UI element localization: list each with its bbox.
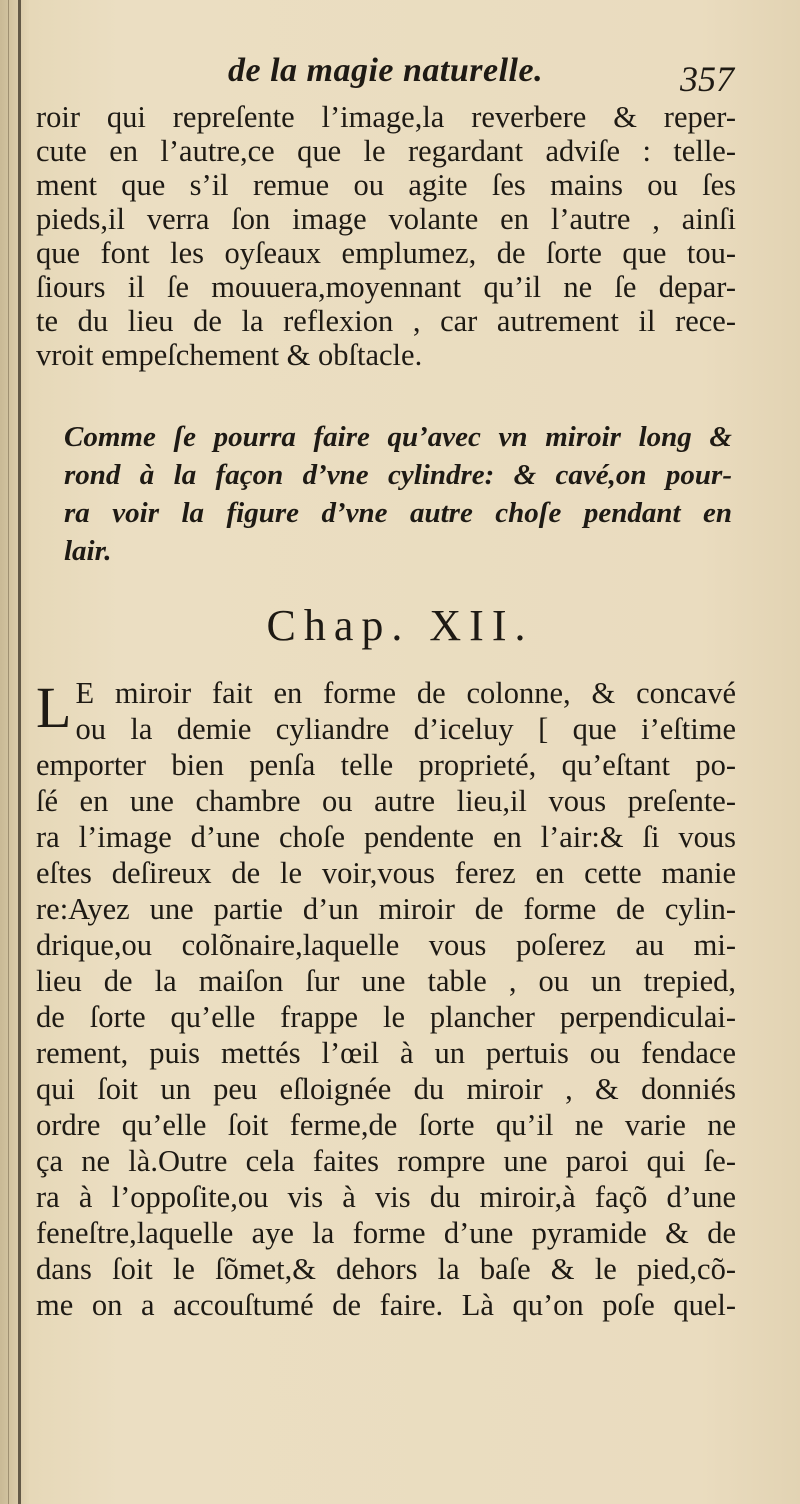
text-line: ſé en une chambre ou autre lieu,il vous preſente- [36, 784, 736, 818]
running-head: de la magie naturelle. [228, 52, 544, 89]
text-line: vroit empeſchement & obſtacle. [36, 338, 423, 372]
text-line: dans ſoit le ſõmet,& dehors la baſe & le pied,cõ- [36, 1252, 736, 1286]
section-heading [64, 418, 732, 570]
text-line: cute en l’autre,ce que le regardant adviſe : telle- [36, 134, 736, 168]
heading-line: Comme ſe pourra faire qu’avec vn miroir long & [64, 421, 732, 453]
chapter-title: Chap. XII. [266, 601, 534, 650]
body-paragraph [36, 675, 736, 1323]
text-line: ça ne là.Outre cela faites rompre une paroi qui ſe- [36, 1144, 736, 1178]
text-line: lieu de la maiſon ſur une table , ou un trepied, [36, 964, 736, 998]
drop-cap: L [36, 675, 72, 740]
text-line: ra l’image d’une choſe pendente en l’air:& ſi vous [36, 820, 736, 854]
gutter-edge [8, 0, 9, 1504]
text-line: pieds,il verra ſon image volante en l’autre , ainſi [36, 202, 736, 236]
gutter-rule [18, 0, 21, 1504]
intro-paragraph [36, 100, 736, 372]
heading-line: rond à la façon d’vne cylindre: & cavé,on pour- [64, 459, 732, 491]
text-line: me on a accouſtumé de faire. Là qu’on poſe quel- [36, 1288, 736, 1322]
text-line: te du lieu de la reflexion , car autrement il rece- [36, 304, 736, 338]
text-line: ment que s’il remue ou agite ſes mains ou ſes [36, 168, 736, 202]
text-line: roir qui repreſente l’image,la reverbere & reper- [36, 100, 736, 134]
text-line: qui ſoit un peu eſloignée du miroir , & donniés [36, 1072, 736, 1106]
text-line: feneſtre,laquelle aye la forme d’une pyramide & de [36, 1216, 736, 1250]
heading-line: lair. [64, 535, 112, 567]
text-line: ou la demie cyliandre d’iceluy [ que i’eſtime [75, 712, 736, 746]
text-line: ra à l’oppoſite,ou vis à vis du miroir,à façõ d’une [36, 1180, 736, 1214]
text-line: drique,ou colõnaire,laquelle vous poſerez au mi- [36, 928, 736, 962]
text-line: emporter bien penſa telle proprieté, qu’eſtant po- [36, 748, 736, 782]
text-line: ordre qu’elle ſoit ferme,de ſorte qu’il ne varie ne [36, 1108, 736, 1142]
heading-line: ra voir la figure d’vne autre choſe pendant en [64, 497, 732, 529]
text-line: E miroir fait en forme de colonne, & concavé [75, 676, 736, 710]
text-line: ſiours il ſe mouuera,moyennant qu’il ne ſe depar- [36, 270, 736, 304]
page-number: 357 [680, 59, 734, 99]
text-line: de ſorte qu’elle frappe le plancher perpendiculai- [36, 1000, 736, 1034]
text-line: rement, puis mettés l’œil à un pertuis ou fendace [36, 1036, 736, 1070]
text-line: eſtes deſireux de le voir,vous ferez en cette manie [36, 856, 736, 890]
text-line: que font les oyſeaux emplumez, de ſorte que tou- [36, 236, 736, 270]
text-line: re:Ayez une partie d’un miroir de forme de cylin- [36, 892, 736, 926]
